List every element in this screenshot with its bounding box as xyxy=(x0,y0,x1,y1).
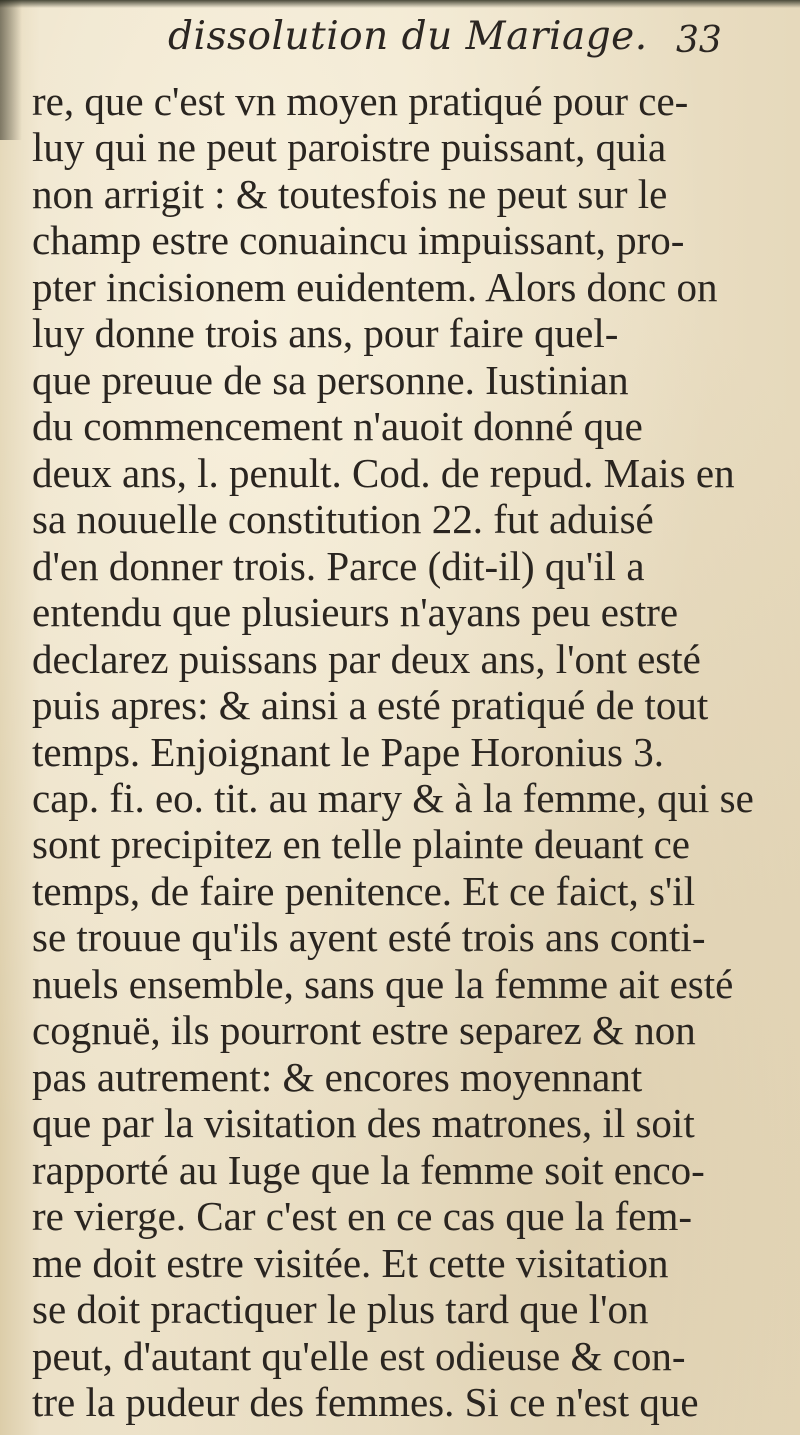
running-title: dissolution du Mariage. xyxy=(168,14,648,59)
text-line: que par la visitation des matrones, il soit xyxy=(32,1100,695,1147)
text-line: sa nouuelle constitution 22. fut aduisé xyxy=(32,496,654,543)
text-line: se trouue qu'ils ayent esté trois ans conti- xyxy=(32,914,706,961)
text-line: entendu que plusieurs n'ayans peu estre xyxy=(32,589,679,636)
text-line: puis apres: & ainsi a esté pratiqué de tout xyxy=(32,682,709,729)
text-line: peut, d'autant qu'elle est odieuse & con- xyxy=(32,1332,686,1379)
text-line: que preuue de sa personne. Iustinian xyxy=(32,356,629,403)
text-line: du commencement n'auoit donné que xyxy=(32,403,643,450)
text-line: non arrigit : & toutesfois ne peut sur le xyxy=(32,170,668,217)
text-line: tre la pudeur des femmes. Si ce n'est que xyxy=(32,1379,699,1425)
text-line: nuels ensemble, sans que la femme ait esté xyxy=(32,960,734,1007)
text-line: pter incisionem euidentem. Alors donc on xyxy=(32,263,718,310)
text-line: temps, de faire penitence. Et ce faict, s'il xyxy=(32,867,696,914)
text-line: d'en donner trois. Parce (dit-il) qu'il a xyxy=(32,542,645,589)
text-line: deux ans, l. penult. Cod. de repud. Mais en xyxy=(32,449,735,496)
text-line: me doit estre visitée. Et cette visitation xyxy=(32,1239,669,1286)
text-line: sont precipitez en telle plainte deuant ce xyxy=(32,821,690,868)
text-line: se doit practiquer le plus tard que l'on xyxy=(32,1286,649,1333)
text-line: luy qui ne peut paroistre puissant, quia xyxy=(32,124,667,171)
text-line: champ estre conuaincu impuissant, pro- xyxy=(32,217,685,264)
text-line: cap. fi. eo. tit. au mary & à la femme, qui se xyxy=(32,774,754,821)
text-line: cognuë, ils pourront estre separez & non xyxy=(32,1007,696,1054)
page-number: 33 xyxy=(676,20,722,61)
text-line: re vierge. Car c'est en ce cas que la fem- xyxy=(32,1193,693,1240)
text-line: re, que c'est vn moyen pratiqué pour ce- xyxy=(32,78,689,124)
text-line: pas autrement: & encores moyennant xyxy=(32,1053,643,1100)
text-line: temps. Enjoignant le Pape Horonius 3. xyxy=(32,728,664,775)
text-line: rapporté au Iuge que la femme soit enco- xyxy=(32,1146,705,1193)
text-line: declarez puissans par deux ans, l'ont esté xyxy=(32,635,701,682)
text-line: luy donne trois ans, pour faire quel- xyxy=(32,310,619,357)
